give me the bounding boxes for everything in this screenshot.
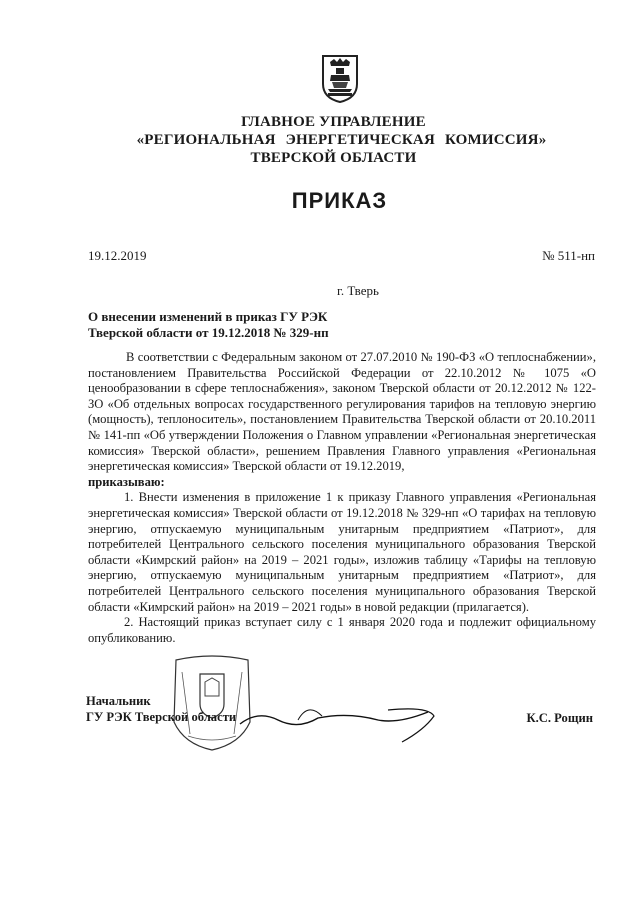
preamble-paragraph: В соответствии с Федеральным законом от 27.07.2010 № 190-ФЗ «О теплоснабжении», постановлением Правительства Российской Федерации от 22.10.2012 № 1075 «О ценообразовании в сфере теплоснабжения», законом Тверской области от 20.12.2012 № 122-ЗО «Об отдельных вопросах государственного регулирования тарифов на тепловую энергию (мощность), теплоноситель», постановлением Правительства Тверской области от 20.10.2011 № 141-пп «Об утверждении Положения о Главном управлении «Региональная энергетическая комиссия» Тверской области», решением Правления Главного управления «Региональная энергетическая комиссия» Тверской области от 19.12.2019, xyxy=(88,350,596,474)
signatory-title xyxy=(86,694,236,725)
signatory-name: К.С. Рощин xyxy=(526,711,593,725)
subject-line-2: Тверской области от 19.12.2018 № 329-нп xyxy=(88,325,329,340)
subject-line-1: О внесении изменений в приказ ГУ РЭК xyxy=(88,309,328,324)
document-number: № 511-нп xyxy=(542,248,595,263)
signatory-title-line-2: ГУ РЭК Тверской области xyxy=(86,709,237,724)
document-body xyxy=(88,350,596,646)
order-item-2: 2. Настоящий приказ вступает силу с 1 января 2020 года и подлежит официальному опубликованию. xyxy=(88,615,596,645)
org-name-line-3: ТВЕРСКОЙ ОБЛАСТИ xyxy=(250,150,417,166)
tver-coat-of-arms-icon xyxy=(320,54,360,104)
order-item-1: 1. Внести изменения в приложение 1 к приказу Главного управления «Региональная энергетическая комиссия» Тверской области от 19.12.2018 № 329-нп «О тарифах на тепловую энергию, отпускаемую муниципальным унитарным предприятием «Патриот», для потребителей Центрального сельского поселения муниципального образования Тверской области «Кимрский район» на 2019 – 2021 годы», изложив таблицу «Тарифы на тепловую энергию, отпускаемую муниципальным унитарным предприятием «Патриот», для потребителей Центрального сельского поселения муниципального образования Тверской области «Кимрский район» на 2019 – 2021 годы» в новой редакции (прилагается). xyxy=(88,490,596,614)
signatory-title-line-1: Начальник xyxy=(86,694,151,708)
handwritten-signature-icon xyxy=(238,690,438,750)
document-subject xyxy=(88,309,388,341)
org-name-line-1: ГЛАВНОЕ УПРАВЛЕНИЕ xyxy=(241,114,426,130)
document-date: 19.12.2019 xyxy=(88,248,147,263)
orders-word: приказываю: xyxy=(88,474,165,489)
document-city: г. Тверь xyxy=(337,283,379,298)
org-name-line-2: «РЕГИОНАЛЬНАЯ ЭНЕРГЕТИЧЕСКАЯ КОМИССИЯ» xyxy=(136,132,547,148)
document-type-title: ПРИКАЗ xyxy=(291,188,388,213)
